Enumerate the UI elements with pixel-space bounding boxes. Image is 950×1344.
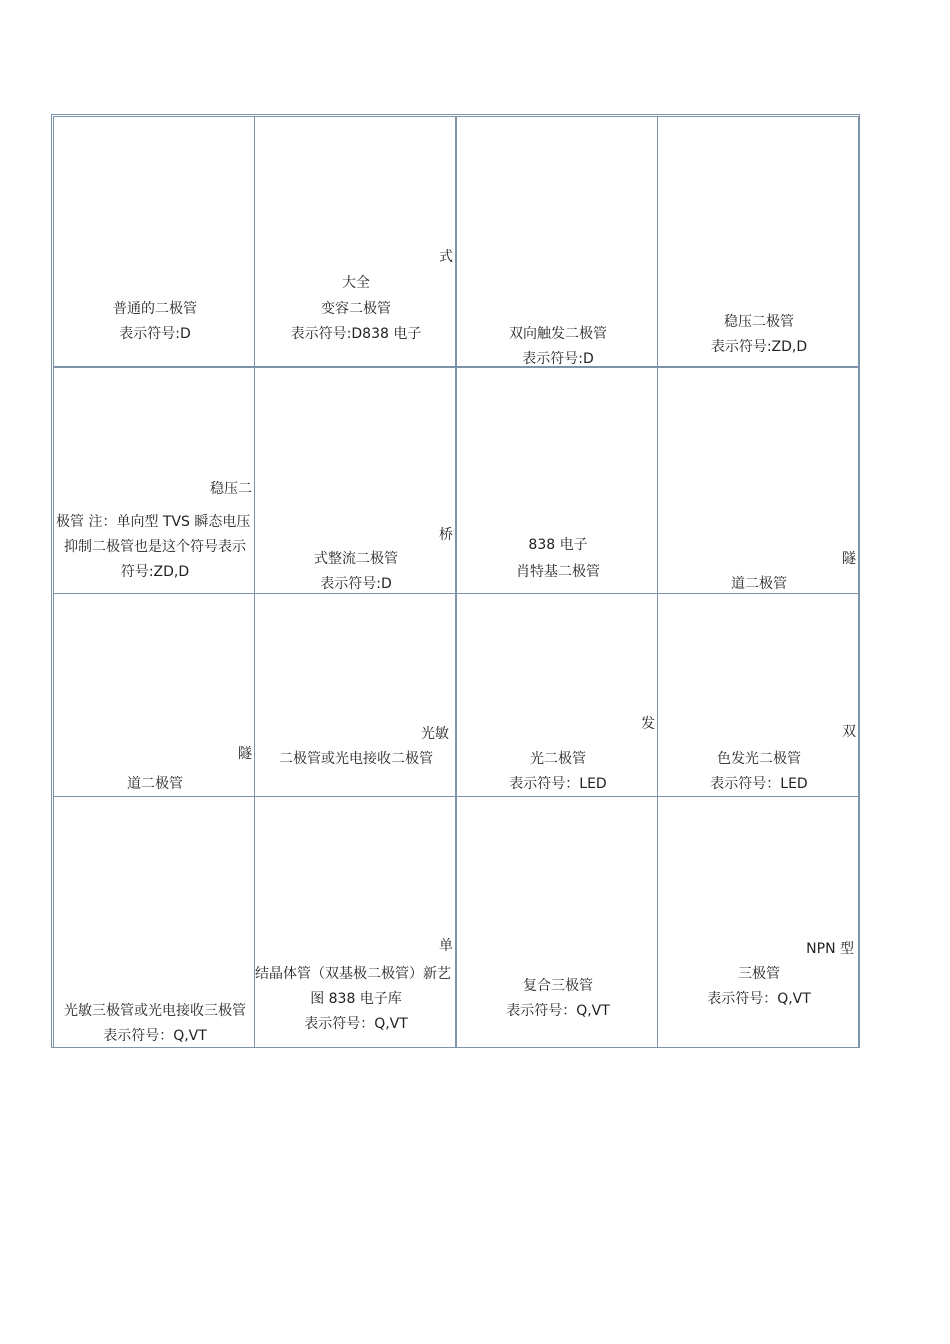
cell-photodiode <box>254 593 456 797</box>
cell-text: NPN 型 <box>806 941 854 957</box>
cell-text: 光敏三极管或光电接收三极管 <box>64 1003 246 1019</box>
cell-text: 隧 <box>842 551 856 567</box>
cell-text: 表示符号:ZD,D <box>710 339 808 355</box>
cell-text: 光敏 <box>421 726 449 742</box>
cell-ujt <box>254 796 456 1048</box>
cell-text: 双向触发二极管 <box>509 326 607 342</box>
cell-text: 双 <box>842 724 856 740</box>
cell-text: 表示符号：LED <box>710 776 808 792</box>
cell-phototransistor <box>53 796 255 1048</box>
cell-text: 极管 注：单向型 TVS 瞬态电压 <box>56 514 251 530</box>
cell-text: 色发光二极管 <box>717 751 801 767</box>
cell-bicolor-led <box>657 593 859 797</box>
cell-text: 光二极管 <box>530 751 586 767</box>
cell-diac <box>456 116 658 367</box>
cell-text: 表示符号：LED <box>509 776 607 792</box>
cell-text: 单 <box>439 938 453 954</box>
cell-varactor-diode <box>254 116 456 367</box>
cell-text: 稳压二极管 <box>724 314 794 330</box>
cell-text: 式 <box>439 249 453 265</box>
cell-text: 符号:ZD,D <box>120 564 190 580</box>
cell-text: 肖特基二极管 <box>516 564 600 580</box>
cell-text: 隧 <box>238 746 252 762</box>
cell-text: 三极管 <box>738 966 780 982</box>
cell-text: 表示符号：Q,VT <box>304 1016 408 1032</box>
cell-text: 桥 <box>439 527 453 543</box>
cell-text: 图 838 电子库 <box>310 991 402 1007</box>
cell-text: 表示符号：Q,VT <box>707 991 811 1007</box>
cell-npn-transistor <box>657 796 859 1048</box>
cell-text: 838 电子 <box>528 537 588 553</box>
cell-text: 抑制二极管也是这个符号表示 <box>64 539 246 555</box>
cell-tunnel-diode-2 <box>53 593 255 797</box>
cell-text: 结晶体管（双基极二极管）新艺 <box>255 966 451 982</box>
cell-text: 表示符号:D838 电子 <box>290 326 422 342</box>
cell-ordinary-diode <box>53 116 255 367</box>
cell-text: 大全 <box>342 275 370 291</box>
cell-text: 式整流二极管 <box>314 551 398 567</box>
cell-text: 道二极管 <box>127 776 183 792</box>
cell-text: 二极管或光电接收二极管 <box>279 751 433 767</box>
cell-text: 表示符号:D <box>522 351 594 367</box>
cell-text: 表示符号:D <box>119 326 191 342</box>
cell-text: 表示符号：Q,VT <box>103 1028 207 1044</box>
cell-text: 变容二极管 <box>321 301 391 317</box>
cell-darlington <box>456 796 658 1048</box>
cell-text: 普通的二极管 <box>113 301 197 317</box>
cell-bridge-rectifier <box>254 367 456 594</box>
cell-text: 稳压二 <box>210 481 252 497</box>
cell-tunnel-diode-1 <box>657 367 859 594</box>
cell-zener-tvs <box>53 367 255 594</box>
cell-text: 复合三极管 <box>523 978 593 994</box>
cell-led <box>456 593 658 797</box>
symbol-table <box>51 114 860 1048</box>
cell-zener-diode <box>657 116 859 367</box>
cell-text: 道二极管 <box>731 576 787 592</box>
cell-schottky-diode <box>456 367 658 594</box>
cell-text: 表示符号：Q,VT <box>506 1003 610 1019</box>
cell-text: 表示符号:D <box>320 576 392 592</box>
cell-text: 发 <box>641 716 655 732</box>
